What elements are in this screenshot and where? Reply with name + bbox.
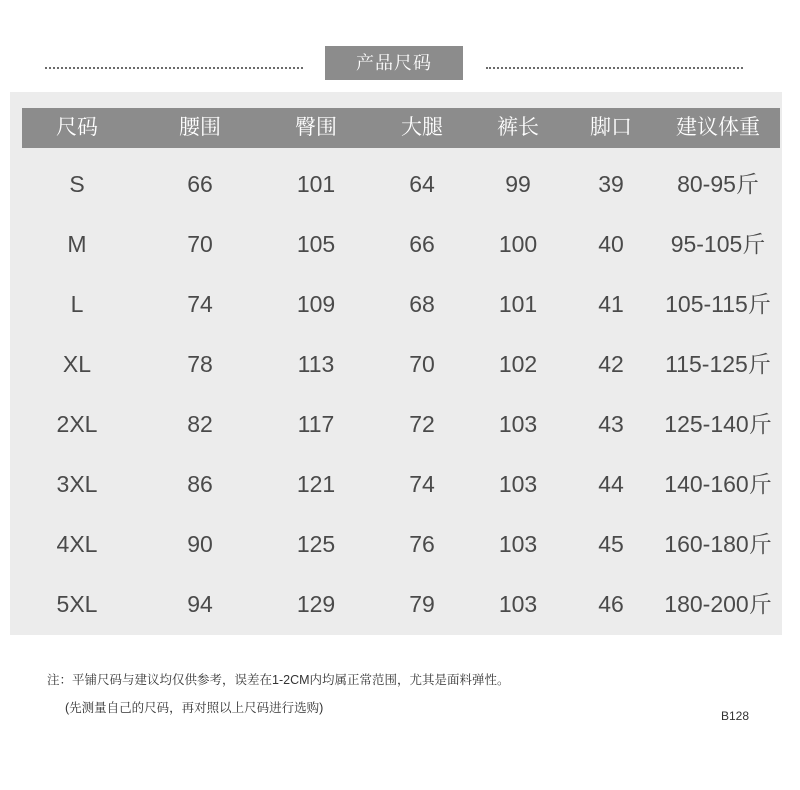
cell-size: 5XL	[56, 591, 98, 617]
cell-weight: 105-115斤	[665, 291, 771, 317]
product-code: B128	[721, 709, 750, 723]
cell-weight: 140-160斤	[664, 471, 772, 497]
cell-size: M	[67, 231, 87, 257]
header-hem: 脚口	[590, 116, 632, 139]
header-hip: 臀围	[295, 116, 337, 139]
cell-hip: 125	[296, 531, 336, 557]
cell-length: 103	[498, 531, 538, 557]
dotted-divider-left	[45, 67, 303, 69]
cell-hem: 45	[598, 531, 624, 557]
cell-weight: 95-105斤	[670, 231, 766, 257]
cell-length: 103	[498, 471, 538, 497]
cell-hip: 105	[296, 231, 336, 257]
cell-hem: 46	[598, 591, 624, 617]
cell-hip: 109	[296, 291, 336, 317]
cell-length: 102	[498, 351, 538, 377]
cell-hem: 43	[598, 411, 624, 437]
cell-hip: 113	[297, 351, 335, 377]
note-disclaimer: 注：平铺尺码与建议均仅供参考，误差在1-2CM内均属正常范围，尤其是面料弹性。	[47, 673, 510, 687]
header-waist: 腰围	[179, 116, 221, 139]
cell-hem: 40	[598, 231, 624, 257]
cell-waist: 70	[187, 231, 213, 257]
cell-length: 100	[498, 231, 538, 257]
cell-waist: 66	[187, 171, 213, 197]
section-title: 产品尺码	[325, 46, 463, 80]
cell-thigh: 72	[409, 411, 435, 437]
cell-thigh: 68	[409, 291, 435, 317]
cell-weight: 80-95斤	[677, 171, 759, 197]
cell-size: 4XL	[56, 531, 98, 557]
dotted-divider-right	[486, 67, 743, 69]
cell-size: 2XL	[56, 411, 98, 437]
cell-thigh: 76	[409, 531, 435, 557]
cell-waist: 74	[187, 291, 213, 317]
cell-waist: 94	[187, 591, 213, 617]
cell-waist: 86	[187, 471, 213, 497]
cell-hip: 117	[297, 411, 335, 437]
cell-length: 103	[498, 591, 538, 617]
cell-waist: 90	[187, 531, 213, 557]
cell-size: XL	[62, 351, 92, 377]
cell-size: 3XL	[56, 471, 98, 497]
cell-hip: 101	[296, 171, 336, 197]
header-thigh: 大腿	[401, 116, 443, 139]
header-length: 裤长	[497, 116, 539, 139]
header-size: 尺码	[56, 116, 98, 139]
cell-waist: 78	[187, 351, 213, 377]
cell-thigh: 70	[409, 351, 435, 377]
cell-size: L	[70, 291, 84, 317]
cell-weight: 125-140斤	[664, 411, 772, 437]
cell-size: S	[69, 171, 85, 197]
note-instruction: (先测量自己的尺码，再对照以上尺码进行选购)	[65, 701, 324, 715]
cell-thigh: 64	[409, 171, 435, 197]
cell-hip: 129	[296, 591, 336, 617]
cell-weight: 180-200斤	[664, 591, 772, 617]
cell-waist: 82	[187, 411, 213, 437]
cell-length: 101	[498, 291, 538, 317]
cell-hem: 44	[598, 471, 624, 497]
cell-hem: 39	[598, 171, 624, 197]
header-weight: 建议体重	[676, 116, 760, 139]
cell-hem: 41	[598, 291, 624, 317]
cell-hip: 121	[296, 471, 336, 497]
cell-thigh: 74	[409, 471, 435, 497]
cell-length: 99	[505, 171, 531, 197]
cell-weight: 160-180斤	[664, 531, 772, 557]
cell-thigh: 79	[409, 591, 435, 617]
cell-hem: 42	[598, 351, 624, 377]
cell-thigh: 66	[409, 231, 435, 257]
cell-weight: 115-125斤	[665, 351, 771, 377]
cell-length: 103	[498, 411, 538, 437]
